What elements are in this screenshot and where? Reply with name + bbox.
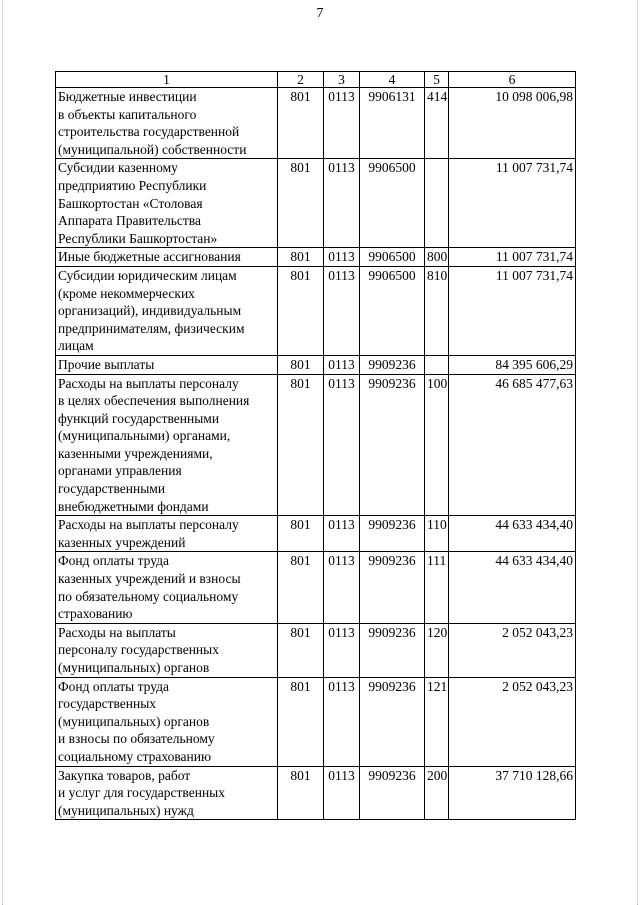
scan-edge-left xyxy=(2,0,3,905)
row-code-cell: 801 xyxy=(278,677,324,766)
header-cell: 6 xyxy=(449,72,576,88)
table-row xyxy=(56,88,576,159)
row-section-cell: 0113 xyxy=(324,677,360,766)
row-section-cell: 0113 xyxy=(324,248,360,267)
row-type-cell: 414 xyxy=(425,88,449,159)
row-code-cell: 801 xyxy=(278,355,324,374)
row-amount-cell: 2 052 043,23 xyxy=(449,623,576,677)
row-amount-cell: 84 395 606,29 xyxy=(449,355,576,374)
row-code-cell: 801 xyxy=(278,159,324,248)
row-amount-cell: 44 633 434,40 xyxy=(449,552,576,623)
row-section-cell: 0113 xyxy=(324,266,360,355)
row-section-cell: 0113 xyxy=(324,623,360,677)
row-name-cell: Расходы на выплаты персоналу государственных (муниципальных) органов xyxy=(56,623,278,677)
row-name-cell: Расходы на выплаты персоналу казенных учреждений xyxy=(56,516,278,552)
table-row xyxy=(56,677,576,766)
header-cell: 5 xyxy=(425,72,449,88)
row-code-cell: 801 xyxy=(278,516,324,552)
row-amount-cell: 10 098 006,98 xyxy=(449,88,576,159)
table-row xyxy=(56,266,576,355)
row-type-cell: 100 xyxy=(425,374,449,516)
header-cell: 2 xyxy=(278,72,324,88)
row-name-cell: Субсидии юридическим лицам (кроме некоммерческих организаций), индивидуальным предпринимателям, физическим лицам xyxy=(56,266,278,355)
row-type-cell: 120 xyxy=(425,623,449,677)
row-code-cell: 801 xyxy=(278,266,324,355)
scan-edge-right xyxy=(637,0,638,905)
row-section-cell: 0113 xyxy=(324,374,360,516)
row-amount-cell: 44 633 434,40 xyxy=(449,516,576,552)
table-row xyxy=(56,552,576,623)
table-row xyxy=(56,516,576,552)
row-type-cell xyxy=(425,355,449,374)
row-type-cell: 200 xyxy=(425,766,449,820)
row-amount-cell: 46 685 477,63 xyxy=(449,374,576,516)
row-amount-cell: 11 007 731,74 xyxy=(449,266,576,355)
row-section-cell: 0113 xyxy=(324,552,360,623)
header-cell: 1 xyxy=(56,72,278,88)
header-cell: 3 xyxy=(324,72,360,88)
row-target-cell: 9909236 xyxy=(360,516,425,552)
table-row xyxy=(56,623,576,677)
row-target-cell: 9909236 xyxy=(360,552,425,623)
table-header-row xyxy=(56,72,576,88)
row-type-cell: 800 xyxy=(425,248,449,267)
row-section-cell: 0113 xyxy=(324,516,360,552)
table-row xyxy=(56,355,576,374)
row-target-cell: 9906500 xyxy=(360,248,425,267)
row-name-cell: Закупка товаров, работ и услуг для государственных (муниципальных) нужд xyxy=(56,766,278,820)
row-target-cell: 9909236 xyxy=(360,623,425,677)
row-type-cell: 111 xyxy=(425,552,449,623)
header-cell: 4 xyxy=(360,72,425,88)
row-name-cell: Фонд оплаты труда казенных учреждений и взносы по обязательному социальному страхованию xyxy=(56,552,278,623)
row-target-cell: 9906500 xyxy=(360,159,425,248)
table-row xyxy=(56,374,576,516)
row-type-cell: 110 xyxy=(425,516,449,552)
row-code-cell: 801 xyxy=(278,88,324,159)
row-name-cell: Расходы на выплаты персоналу в целях обеспечения выполнения функций государственными (муниципальными) органами, казенными учреждениями, органами управления государственными внебюджетными фондами xyxy=(56,374,278,516)
row-type-cell: 810 xyxy=(425,266,449,355)
row-target-cell: 9906131 xyxy=(360,88,425,159)
table-row xyxy=(56,248,576,267)
row-code-cell: 801 xyxy=(278,248,324,267)
row-type-cell: 121 xyxy=(425,677,449,766)
row-amount-cell: 2 052 043,23 xyxy=(449,677,576,766)
row-name-cell: Субсидии казенному предприятию Республики Башкортостан «Столовая Аппарата Правительства Республики Башкортостан» xyxy=(56,159,278,248)
row-target-cell: 9909236 xyxy=(360,374,425,516)
row-section-cell: 0113 xyxy=(324,766,360,820)
row-section-cell: 0113 xyxy=(324,88,360,159)
row-name-cell: Фонд оплаты труда государственных (муниципальных) органов и взносы по обязательному социальному страхованию xyxy=(56,677,278,766)
table-row xyxy=(56,159,576,248)
row-name-cell: Бюджетные инвестиции в объекты капитального строительства государственной (муниципальной) собственности xyxy=(56,88,278,159)
budget-table xyxy=(55,71,576,820)
table-row xyxy=(56,766,576,820)
row-code-cell: 801 xyxy=(278,623,324,677)
row-target-cell: 9909236 xyxy=(360,766,425,820)
row-code-cell: 801 xyxy=(278,374,324,516)
row-name-cell: Прочие выплаты xyxy=(56,355,278,374)
row-target-cell: 9909236 xyxy=(360,677,425,766)
row-target-cell: 9906500 xyxy=(360,266,425,355)
row-name-cell: Иные бюджетные ассигнования xyxy=(56,248,278,267)
row-code-cell: 801 xyxy=(278,552,324,623)
row-amount-cell: 37 710 128,66 xyxy=(449,766,576,820)
row-type-cell xyxy=(425,159,449,248)
row-amount-cell: 11 007 731,74 xyxy=(449,159,576,248)
row-amount-cell: 11 007 731,74 xyxy=(449,248,576,267)
row-section-cell: 0113 xyxy=(324,355,360,374)
row-section-cell: 0113 xyxy=(324,159,360,248)
row-target-cell: 9909236 xyxy=(360,355,425,374)
row-code-cell: 801 xyxy=(278,766,324,820)
page-number: 7 xyxy=(316,6,324,21)
